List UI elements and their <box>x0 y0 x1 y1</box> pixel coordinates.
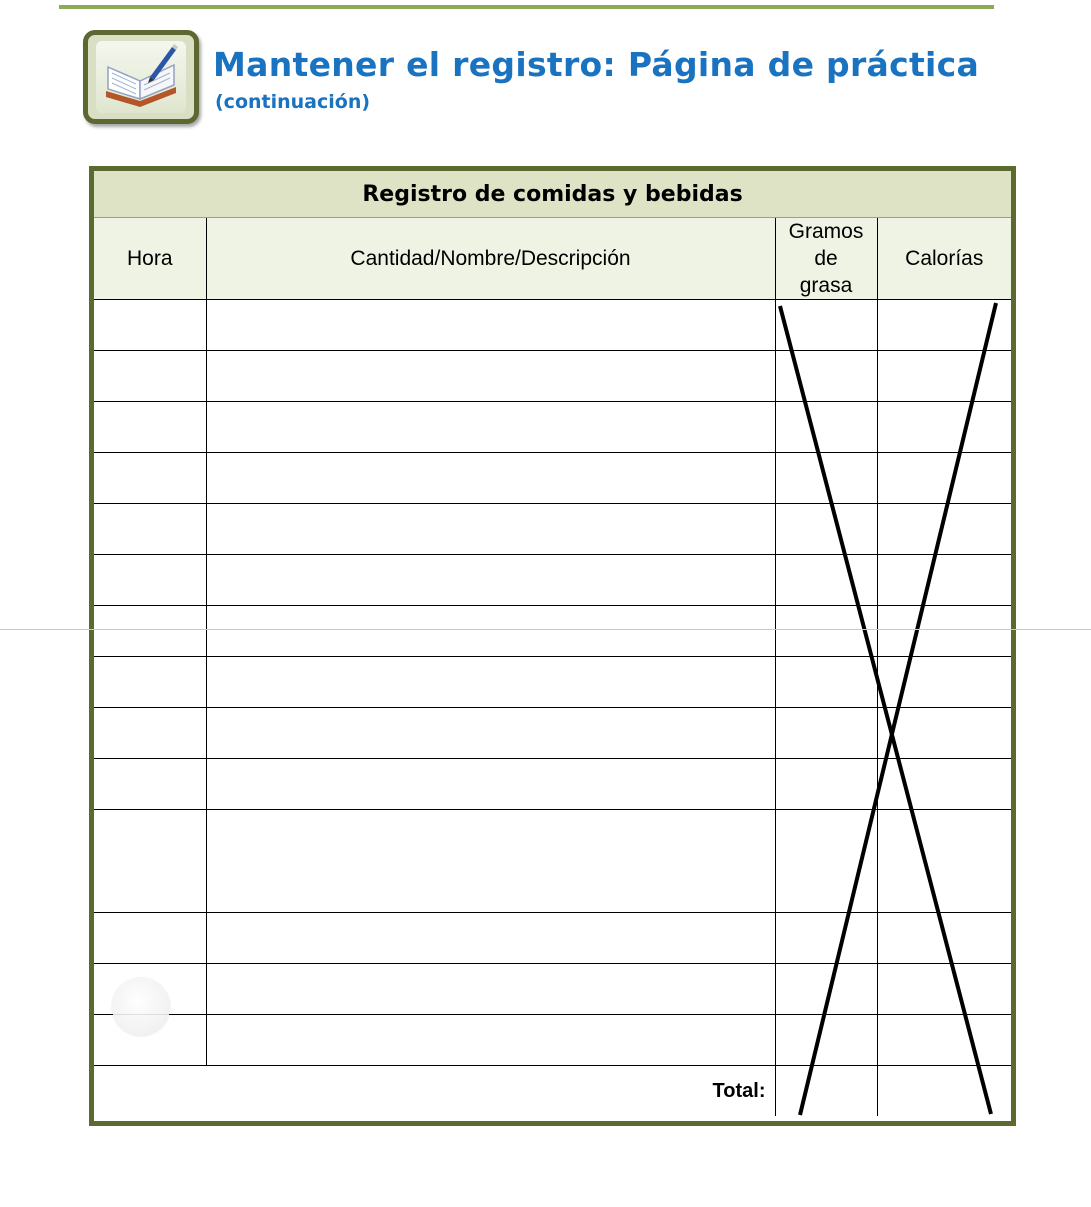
page-break-line <box>0 629 1091 630</box>
descripcion-cell[interactable] <box>206 657 775 708</box>
table-row <box>94 351 1011 402</box>
hora-cell[interactable] <box>94 300 206 351</box>
calorias-cell[interactable] <box>877 504 1011 555</box>
table-caption: Registro de comidas y bebidas <box>94 171 1011 218</box>
column-header-hora: Hora <box>94 218 206 300</box>
hora-cell[interactable] <box>94 606 206 657</box>
column-header-calorias: Calorías <box>877 218 1011 300</box>
descripcion-cell[interactable] <box>206 759 775 810</box>
calorias-cell[interactable] <box>877 913 1011 964</box>
table-row <box>94 810 1011 913</box>
notebook-pen-icon <box>83 30 199 124</box>
calorias-cell[interactable] <box>877 759 1011 810</box>
descripcion-cell[interactable] <box>206 555 775 606</box>
calorias-cell[interactable] <box>877 657 1011 708</box>
table-row <box>94 708 1011 759</box>
calorias-cell[interactable] <box>877 708 1011 759</box>
descripcion-cell[interactable] <box>206 300 775 351</box>
descripcion-cell[interactable] <box>206 1015 775 1066</box>
hora-cell[interactable] <box>94 759 206 810</box>
column-header-grasa: Gramos de grasa <box>775 218 877 300</box>
grasa-cell[interactable] <box>775 504 877 555</box>
grasa-cell[interactable] <box>775 810 877 913</box>
descripcion-cell[interactable] <box>206 708 775 759</box>
grasa-cell[interactable] <box>775 606 877 657</box>
descripcion-cell[interactable] <box>206 810 775 913</box>
calorias-cell[interactable] <box>877 555 1011 606</box>
hora-cell[interactable] <box>94 504 206 555</box>
hora-cell[interactable] <box>94 810 206 913</box>
total-calorias-cell[interactable] <box>877 1066 1011 1117</box>
grasa-cell[interactable] <box>775 964 877 1015</box>
table-row <box>94 300 1011 351</box>
grasa-cell[interactable] <box>775 351 877 402</box>
descripcion-cell[interactable] <box>206 402 775 453</box>
descripcion-cell[interactable] <box>206 453 775 504</box>
grasa-cell[interactable] <box>775 555 877 606</box>
table-row <box>94 1015 1011 1066</box>
grasa-cell[interactable] <box>775 1015 877 1066</box>
total-grasa-cell[interactable] <box>775 1066 877 1117</box>
calorias-cell[interactable] <box>877 810 1011 913</box>
hora-cell[interactable] <box>94 708 206 759</box>
calorias-cell[interactable] <box>877 351 1011 402</box>
grasa-cell[interactable] <box>775 453 877 504</box>
calorias-cell[interactable] <box>877 402 1011 453</box>
table-row <box>94 606 1011 657</box>
total-label: Total: <box>94 1066 775 1117</box>
grasa-cell[interactable] <box>775 402 877 453</box>
descripcion-cell[interactable] <box>206 913 775 964</box>
grasa-cell[interactable] <box>775 300 877 351</box>
table-row <box>94 657 1011 708</box>
grasa-cell[interactable] <box>775 708 877 759</box>
descripcion-cell[interactable] <box>206 964 775 1015</box>
total-row <box>94 1066 1011 1117</box>
table-row <box>94 913 1011 964</box>
descripcion-cell[interactable] <box>206 351 775 402</box>
hora-cell[interactable] <box>94 453 206 504</box>
table-row <box>94 555 1011 606</box>
calorias-cell[interactable] <box>877 453 1011 504</box>
hora-cell[interactable] <box>94 657 206 708</box>
page-subtitle: (continuación) <box>215 91 371 113</box>
grasa-cell[interactable] <box>775 759 877 810</box>
calorias-cell[interactable] <box>877 606 1011 657</box>
descripcion-cell[interactable] <box>206 504 775 555</box>
table-row <box>94 504 1011 555</box>
hora-cell[interactable] <box>94 555 206 606</box>
food-log-table <box>89 166 1016 1126</box>
calorias-cell[interactable] <box>877 964 1011 1015</box>
top-rule <box>59 5 994 9</box>
calorias-cell[interactable] <box>877 1015 1011 1066</box>
hora-cell[interactable] <box>94 402 206 453</box>
hora-cell[interactable] <box>94 913 206 964</box>
calorias-cell[interactable] <box>877 300 1011 351</box>
grasa-cell[interactable] <box>775 657 877 708</box>
table-row <box>94 402 1011 453</box>
descripcion-cell[interactable] <box>206 606 775 657</box>
grasa-cell[interactable] <box>775 913 877 964</box>
page-title: Mantener el registro: Página de práctica <box>213 45 980 84</box>
table-row <box>94 964 1011 1015</box>
table-row <box>94 453 1011 504</box>
table-row <box>94 759 1011 810</box>
hora-cell[interactable] <box>94 351 206 402</box>
floating-scroll-handle[interactable] <box>112 978 170 1036</box>
column-header-descripcion: Cantidad/Nombre/Descripción <box>206 218 775 300</box>
